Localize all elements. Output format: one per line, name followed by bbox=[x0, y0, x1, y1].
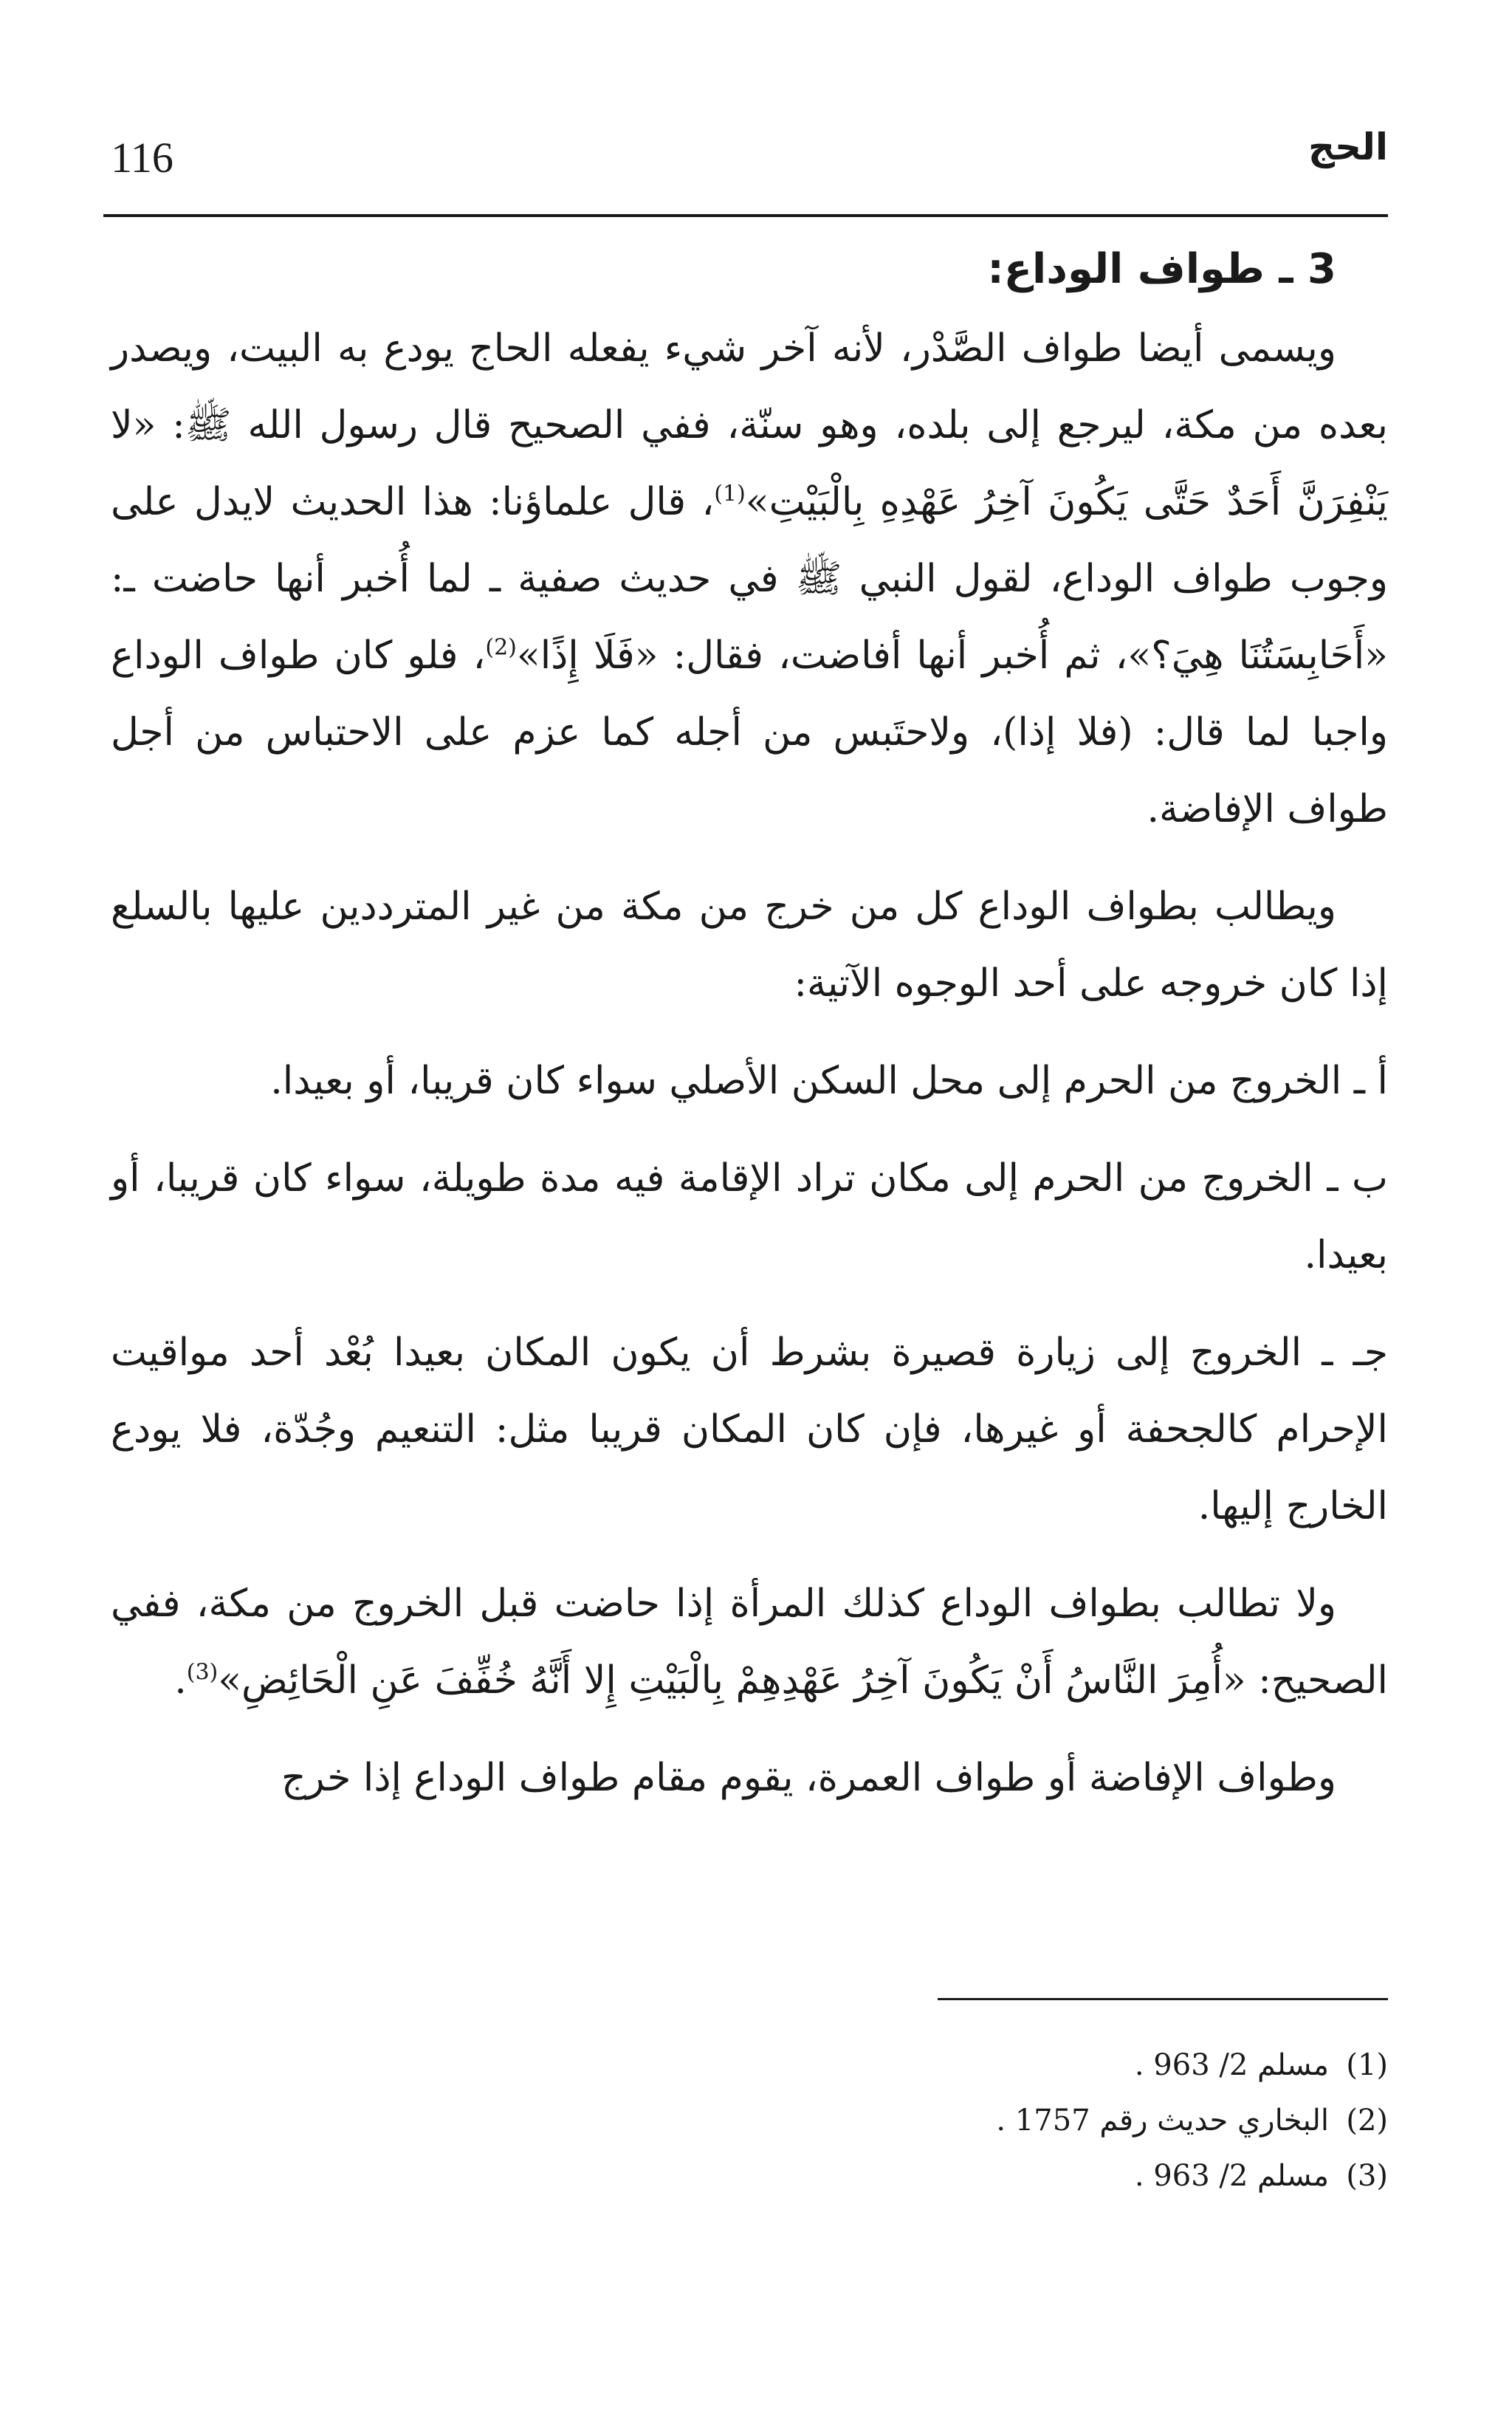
paragraph-who-is-required: ويطالب بطواف الوداع كل من خرج من مكة من غير المترددين عليها بالسلع إذا كان خروجه على أحد الوجوه الآتية: bbox=[111, 885, 1388, 1006]
list-item-ba: ب ـ الخروج من الحرم إلى مكان تراد الإقامة فيه مدة طويلة، سواء كان قريبا، أو بعيدا. bbox=[111, 1156, 1388, 1277]
paragraph-text: ، قال علماؤنا: هذا الحديث لايدل على وجوب طواف الوداع، لقول النبي ﷺ في حديث صفية ـ لما أُخبر أنها حاضت ـ: «أَحَابِسَتُنَا هِيَ؟»، ثم أُخبر أنها أفاضت، فقال: «فَلَا إِذًا» bbox=[111, 480, 1388, 678]
running-title: الحج bbox=[1308, 126, 1388, 168]
footnote-3 bbox=[111, 2149, 1388, 2204]
page-number: 116 bbox=[111, 134, 173, 182]
footnote-2 bbox=[111, 2093, 1388, 2149]
paragraph-text: ويسمى أيضا طواف الصَّدْر، لأنه آخر شيء يفعله الحاج يودع به البيت، ويصدر بعده من مكة، ليرجع إلى بلده، وهو سنّة، ففي الصحيح قال رسول الله ﷺ: «لا يَنْفِرَنَّ أَحَدٌ حَتَّى يَكُونَ آخِرُ عَهْدِهِ بِالْبَيْتِ» bbox=[111, 326, 1388, 524]
footnote-rule bbox=[938, 1998, 1388, 2000]
footnote-ref-2[interactable]: (2) bbox=[485, 634, 517, 661]
paragraph-text: . bbox=[174, 1658, 187, 1703]
paragraph-ifada-substitute: وطواف الإفاضة أو طواف العمرة، يقوم مقام طواف الوداع إذا خرج bbox=[281, 1756, 1336, 1800]
paragraph-text: ولا تطالب بطواف الوداع كذلك المرأة إذا حاضت قبل الخروج من مكة، ففي الصحيح: «أُمِرَ النَّاسُ أَنْ يَكُونَ آخِرُ عَهْدِهِمْ بِالْبَيْتِ إِلا أَنَّهُ خُفِّفَ عَنِ الْحَائِضِ» bbox=[111, 1582, 1388, 1703]
footnote-number: (1) bbox=[1346, 2048, 1388, 2082]
footnote-1 bbox=[111, 2038, 1388, 2093]
footnotes bbox=[111, 2038, 1388, 2204]
paragraph-farewell-tawaf-definition bbox=[111, 310, 1388, 848]
list-item-jim: جـ ـ الخروج إلى زيارة قصيرة بشرط أن يكون المكان بعيدا بُعْد أحد مواقيت الإحرام كالجحفة أو غيرها، فإن كان المكان قريبا مثل: التنعيم وجُدّة، فلا يودع الخارج إليها. bbox=[111, 1331, 1388, 1528]
list-item-alif: أ ـ الخروج من الحرم إلى محل السكن الأصلي سواء كان قريبا، أو بعيدا. bbox=[270, 1059, 1388, 1103]
footnote-number: (2) bbox=[1346, 2104, 1388, 2138]
footnote-text: مسلم 2/ 963 . bbox=[1134, 2159, 1329, 2193]
running-head bbox=[111, 126, 1388, 192]
footnote-ref-3[interactable]: (3) bbox=[186, 1659, 219, 1686]
main-text bbox=[111, 229, 1388, 1837]
footnote-text: مسلم 2/ 963 . bbox=[1134, 2048, 1329, 2082]
footnote-number: (3) bbox=[1346, 2159, 1388, 2193]
paragraph-text: ، فلو كان طواف الوداع واجبا لما قال: (فلا إذا)، ولاحتَبس من أجله كما عزم على الاحتباس من أجل طواف الإفاضة. bbox=[111, 634, 1388, 831]
section-heading: 3 ـ طواف الوداع: bbox=[987, 245, 1336, 293]
footnote-text: البخاري حديث رقم 1757 . bbox=[996, 2104, 1329, 2138]
paragraph-menstruating-exemption bbox=[111, 1565, 1388, 1719]
header-rule bbox=[103, 214, 1388, 217]
footnote-ref-1[interactable]: (1) bbox=[714, 481, 746, 507]
